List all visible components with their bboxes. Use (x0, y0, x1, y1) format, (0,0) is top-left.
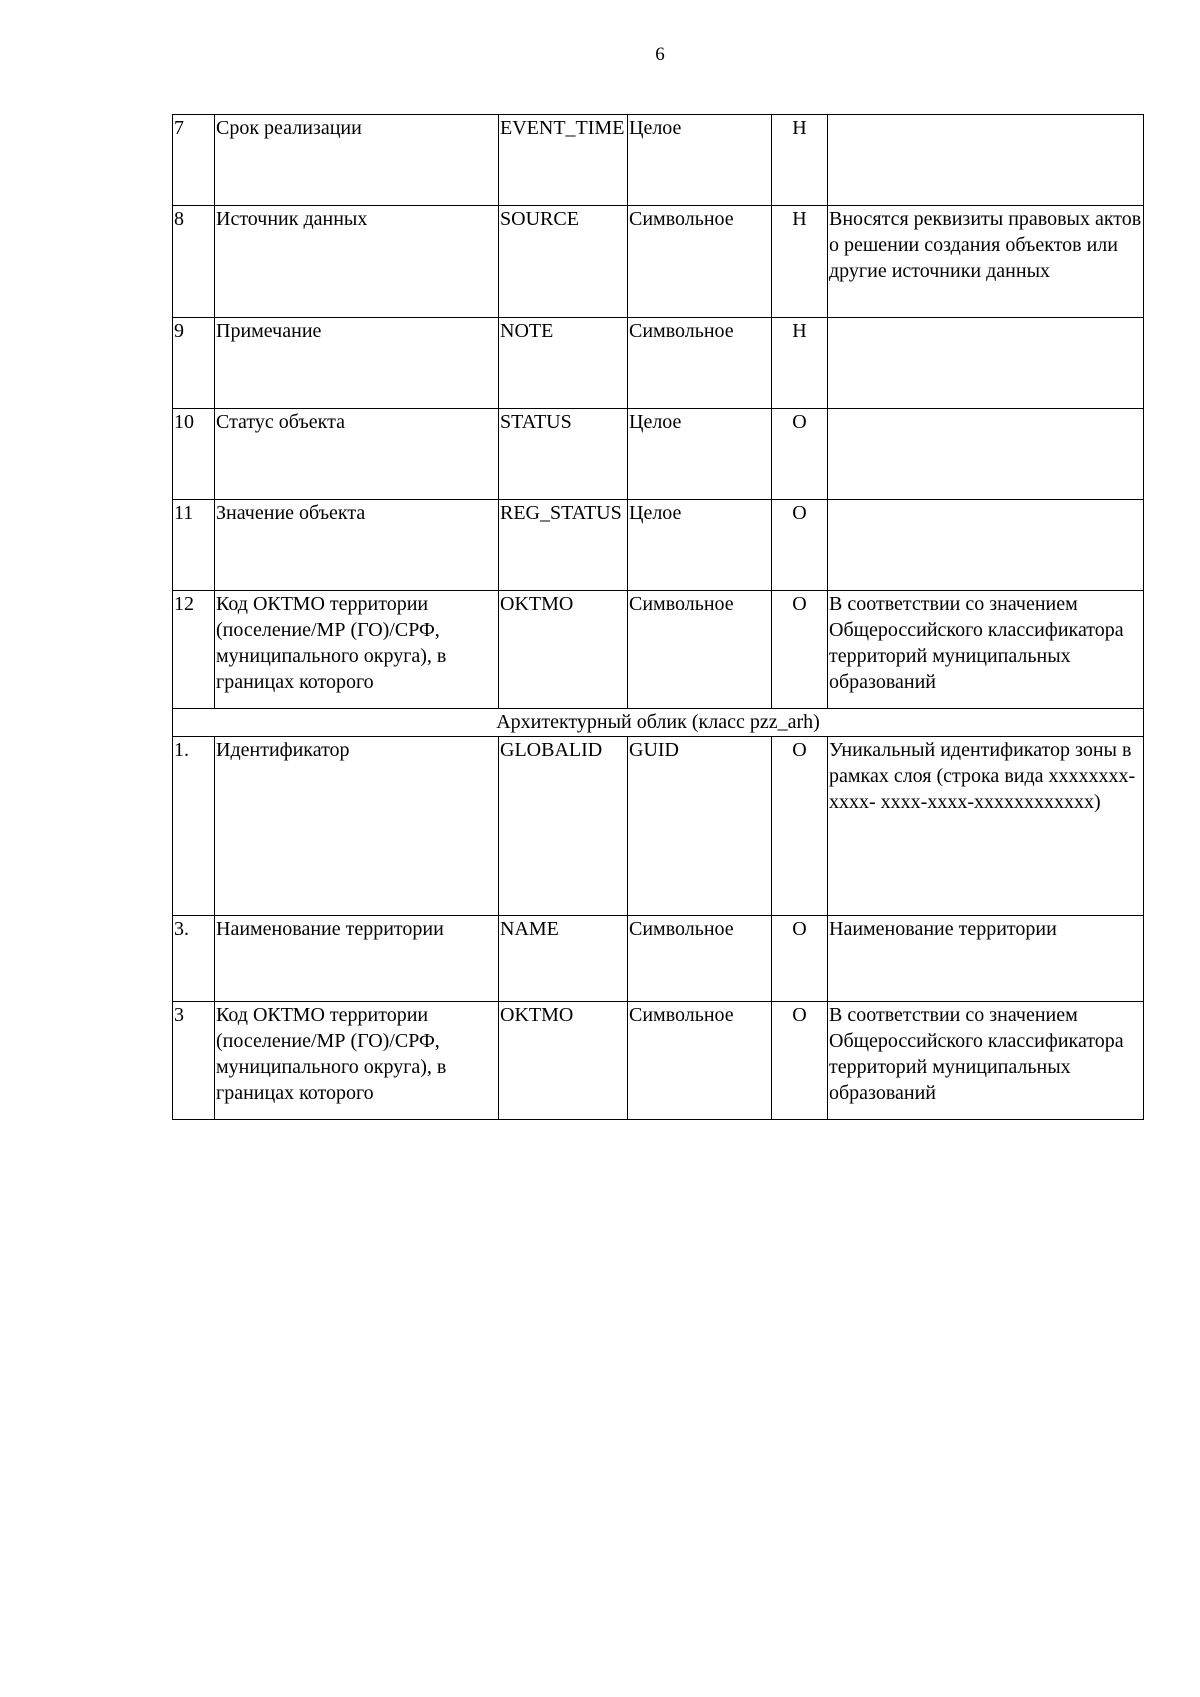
field-type: Символьное (628, 206, 772, 318)
row-number: 3 (173, 1002, 215, 1120)
field-code: OKTMO (499, 1002, 628, 1120)
table-row (173, 591, 1144, 709)
field-description: Вносятся реквизиты правовых актов о решении создания объектов или другие источники данных (828, 206, 1144, 318)
table-row (173, 1002, 1144, 1120)
required-flag: О (772, 1002, 828, 1120)
field-code: NOTE (499, 318, 628, 409)
field-type: Целое (628, 115, 772, 206)
field-type: Символьное (628, 916, 772, 1002)
required-flag: Н (772, 115, 828, 206)
field-description (828, 409, 1144, 500)
attribute-name: Источник данных (215, 206, 499, 318)
table-row (173, 409, 1144, 500)
row-number: 10 (173, 409, 215, 500)
table-row (173, 318, 1144, 409)
attribute-name: Код ОКТМО территории (поселение/МР (ГО)/СРФ, муниципального округа), в границах которого (215, 591, 499, 709)
field-type: Целое (628, 409, 772, 500)
field-description: Наименование территории (828, 916, 1144, 1002)
row-number: 1. (173, 737, 215, 916)
attribute-name: Статус объекта (215, 409, 499, 500)
table-row (173, 206, 1144, 318)
required-flag: Н (772, 206, 828, 318)
attribute-name: Наименование территории (215, 916, 499, 1002)
field-description: Уникальный идентификатор зоны в рамках слоя (строка вида xxxxxxxx-xxxx- xxxx-xxxx-xxxxxxxxxxxx) (828, 737, 1144, 916)
field-type: Символьное (628, 1002, 772, 1120)
attribute-name: Идентификатор (215, 737, 499, 916)
required-flag: О (772, 500, 828, 591)
table-row (173, 500, 1144, 591)
required-flag: О (772, 916, 828, 1002)
table-row (173, 916, 1144, 1002)
section-header-row (173, 709, 1144, 737)
field-code: EVENT_TIME (499, 115, 628, 206)
row-number: 8 (173, 206, 215, 318)
table-row (173, 737, 1144, 916)
required-flag: О (772, 737, 828, 916)
page-number: 6 (655, 44, 665, 65)
row-number: 3. (173, 916, 215, 1002)
section-title: Архитектурный облик (класс pzz_arh) (173, 709, 1144, 737)
attribute-name: Код ОКТМО территории (поселение/МР (ГО)/СРФ, муниципального округа), в границах которого (215, 1002, 499, 1120)
field-description (828, 318, 1144, 409)
field-description (828, 500, 1144, 591)
field-code: STATUS (499, 409, 628, 500)
field-type: Целое (628, 500, 772, 591)
row-number: 7 (173, 115, 215, 206)
required-flag: О (772, 591, 828, 709)
attribute-name: Срок реализации (215, 115, 499, 206)
attribute-name: Примечание (215, 318, 499, 409)
required-flag: О (772, 409, 828, 500)
required-flag: Н (772, 318, 828, 409)
field-type: GUID (628, 737, 772, 916)
field-description: В соответствии со значением Общероссийского классификатора территорий муниципальных образований (828, 591, 1144, 709)
field-code: REG_STATUS (499, 500, 628, 591)
attributes-table (172, 114, 1144, 1120)
field-code: OKTMO (499, 591, 628, 709)
attribute-name: Значение объекта (215, 500, 499, 591)
field-type: Символьное (628, 318, 772, 409)
field-code: NAME (499, 916, 628, 1002)
table-row (173, 115, 1144, 206)
field-description (828, 115, 1144, 206)
row-number: 12 (173, 591, 215, 709)
field-code: SOURCE (499, 206, 628, 318)
row-number: 9 (173, 318, 215, 409)
field-type: Символьное (628, 591, 772, 709)
field-description: В соответствии со значением Общероссийского классификатора территорий муниципальных образований (828, 1002, 1144, 1120)
row-number: 11 (173, 500, 215, 591)
field-code: GLOBALID (499, 737, 628, 916)
